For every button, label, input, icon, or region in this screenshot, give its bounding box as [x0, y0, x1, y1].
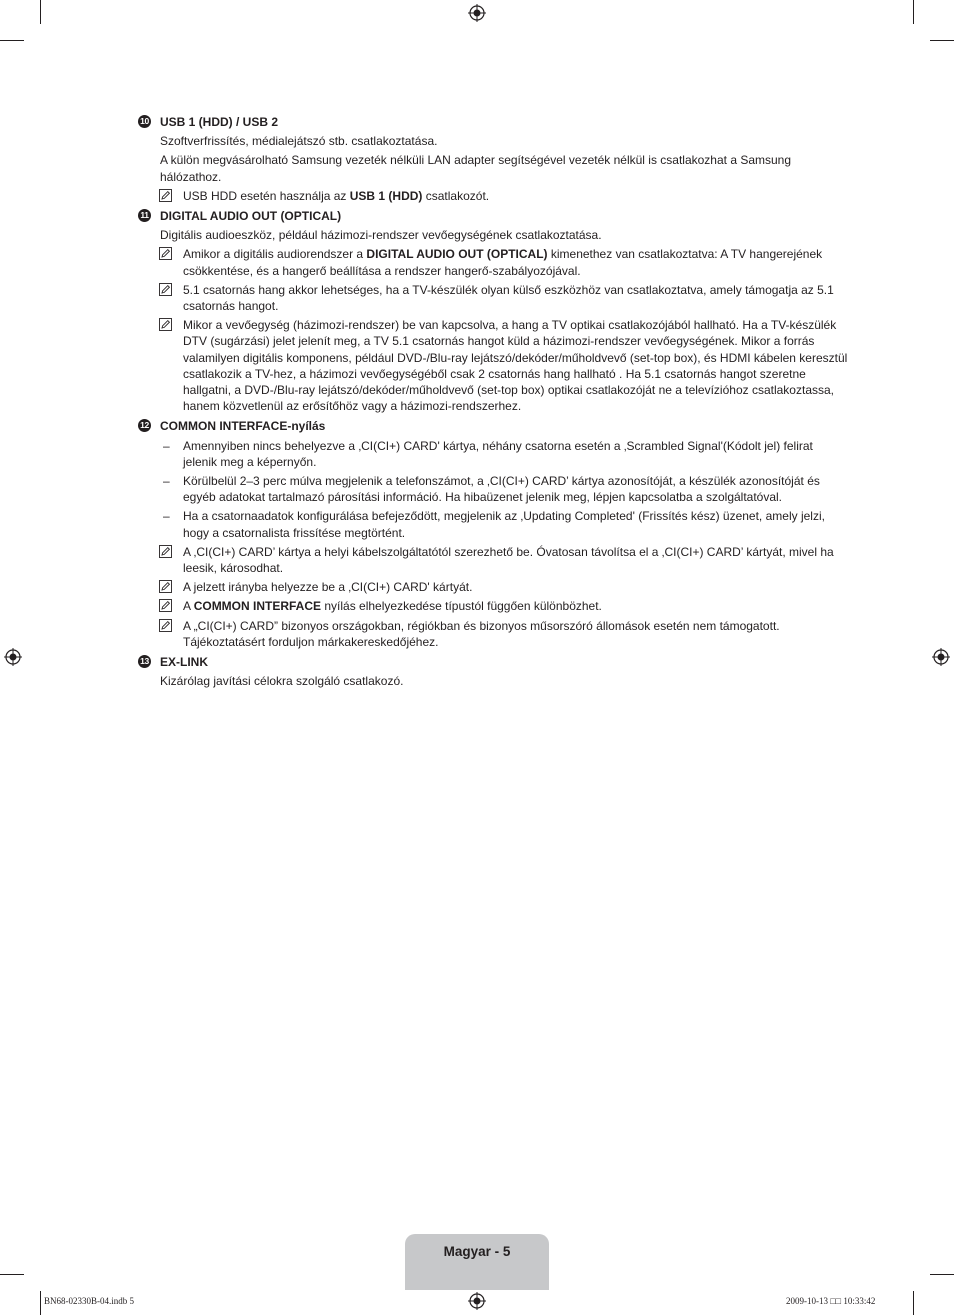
note-text: csatlakozót.	[422, 188, 490, 203]
print-slug-date: 2009-10-13 □□ 10:33:42	[786, 1296, 876, 1306]
note-item	[138, 282, 848, 314]
note-text: A ‚CI(CI+) CARD’ kártya a helyi kábelszolgáltatótól szerezhető be. Óvatosan távolítsa el a ‚CI(CI+) CARD’ kártyát, mivel ha leesik, károsodhat.	[183, 544, 834, 576]
section-number-badge: 11	[138, 209, 151, 222]
dash-item	[138, 473, 848, 505]
note-item	[138, 246, 848, 278]
note-text: A	[183, 599, 194, 614]
crop-mark	[40, 0, 41, 24]
crop-mark	[930, 1274, 954, 1275]
crop-mark	[913, 1291, 914, 1315]
section-title: USB 1 (HDD) / USB 2	[160, 115, 279, 129]
note-pencil-icon	[159, 283, 172, 296]
registration-mark-icon	[468, 4, 486, 22]
note-text: 5.1 csatornás hang akkor lehetséges, ha a TV-készülék olyan külső eszközhöz van csatlakoztatva, amely támogatja az 5.1 csatornás hangot.	[183, 282, 834, 314]
note-item	[138, 317, 848, 414]
registration-mark-icon	[932, 648, 950, 666]
note-pencil-icon	[159, 545, 172, 558]
note-bold: USB 1 (HDD)	[349, 188, 423, 203]
note-item	[138, 598, 848, 614]
print-slug-file: BN68-02330B-04.indb 5	[44, 1296, 134, 1306]
paragraph: Kizárólag javítási célokra szolgáló csatlakozó.	[160, 674, 404, 689]
crop-mark	[913, 0, 914, 24]
note-text: A „CI(CI+) CARD” bizonyos országokban, régiókban és bizonyos műsorszóró állomások esetén nem támogatott. Tájékoztatásért forduljon márkakereskedőjéhez.	[183, 618, 780, 649]
crop-mark	[0, 1274, 24, 1275]
section-title: DIGITAL AUDIO OUT (OPTICAL)	[160, 209, 342, 224]
note-text: A jelzett irányba helyezze be a ‚CI(CI+) CARD' kártyát.	[183, 580, 473, 595]
note-item	[138, 618, 848, 650]
note-pencil-icon	[159, 599, 172, 612]
dash-item	[138, 508, 848, 540]
paragraph: Szoftverfrissítés, médialejátszó stb. csatlakoztatása.	[160, 134, 438, 149]
note-pencil-icon	[159, 580, 172, 593]
paragraph: A külön megvásárolható Samsung vezeték nélküli LAN adapter segítségével vezeték nélkül is csatlakozhat a Samsung hálózathoz.	[160, 153, 792, 184]
section-title: EX-LINK	[160, 655, 208, 670]
note-item	[138, 188, 848, 204]
dash-bullet: –	[163, 474, 170, 489]
note-pencil-icon	[159, 318, 172, 331]
section-heading	[138, 208, 848, 224]
page-content	[138, 110, 848, 690]
page-number-tab	[405, 1234, 549, 1290]
note-text: nyílás elhelyezkedése típustól függően különbözhet.	[321, 599, 602, 614]
note-bold: DIGITAL AUDIO OUT (OPTICAL)	[366, 247, 548, 262]
dash-text: Körülbelül 2–3 perc múlva megjelenik a telefonszámot, a ‚CI(CI+) CARD’ kártya azonosítóját, a készülék azonosítóját és egyéb adatokat tartalmazó párosítási információ. Ha hibaüzenet jelenik meg, lépjen kapcsolatba a szolgáltatóval.	[183, 474, 820, 505]
paragraph: Digitális audioeszköz, például házimozi-rendszer vevőegységének csatlakoztatása.	[160, 228, 602, 243]
note-text: Amikor a digitális audiorendszer a	[183, 247, 367, 262]
section-number-badge: 13	[138, 655, 151, 668]
note-bold: COMMON INTERFACE	[193, 599, 322, 614]
section-number-badge: 10	[138, 115, 151, 128]
note-pencil-icon	[159, 189, 172, 202]
section-heading	[138, 654, 848, 670]
note-text: kimenethez van csatlakoztatva: A TV hangerejének csökkentése, és a hangerő beállítása a rendszer hangerő-szabályozójával.	[183, 247, 823, 278]
note-text: Mikor a vevőegység (házimozi-rendszer) be van kapcsolva, a hang a TV optikai csatlakozójából hallható. Ha a TV-készülék DTV (sugárzási) jelet jelenít meg, a TV 5.1 csatornás hangot küld a házimozi-rendszer vevőegységének. Mikor a forrás valamilyen digitális komponens, például DVD-/Blu-ray lejátszó/dekóder/műholdvevő (set-top box), és HDMI kábelen keresztül csatlakozik a TV-hez, a házimozi vevőegységéből csak 2 csatornás hang hallható . Ha 5.1 csatornás hangot szeretne hallgatni, a DVD-/Blu-ray lejátszó/dekóder/műholdvevő (set-top box) optikai csatlakozóját ne a televízióhoz csatlakoztassa, hanem közvetlenül az erősítőhöz vagy a házimozi-rendszerhez.	[183, 318, 848, 414]
section-heading	[138, 418, 848, 434]
dash-bullet: –	[163, 509, 170, 524]
page-label: Magyar - 5	[443, 1244, 511, 1259]
note-item	[138, 579, 848, 595]
section-heading	[138, 114, 848, 130]
dash-text: Amennyiben nincs behelyezve a ‚CI(CI+) CARD' kártya, néhány csatorna esetén a ‚Scrambled Signal'(Kódolt jel) felirat jelenik meg a képernyőn.	[183, 438, 813, 469]
section-number-badge: 12	[138, 419, 151, 432]
crop-mark	[40, 1291, 41, 1315]
crop-mark	[0, 40, 24, 41]
note-item	[138, 544, 848, 576]
dash-item	[138, 438, 848, 470]
note-pencil-icon	[159, 619, 172, 632]
dash-text: Ha a csatornaadatok konfigurálása befejeződött, megjelenik az ‚Updating Completed' (Frissítés kész) üzenet, amely jelzi, hogy a csatornalista frissítése megtörtént.	[183, 509, 825, 540]
note-pencil-icon	[159, 247, 172, 260]
dash-bullet: –	[163, 438, 170, 453]
note-text: USB HDD esetén használja az	[183, 188, 350, 203]
crop-mark	[930, 40, 954, 41]
registration-mark-icon	[468, 1292, 486, 1310]
registration-mark-icon	[4, 648, 22, 666]
section-title: COMMON INTERFACE-nyílás	[160, 419, 326, 434]
